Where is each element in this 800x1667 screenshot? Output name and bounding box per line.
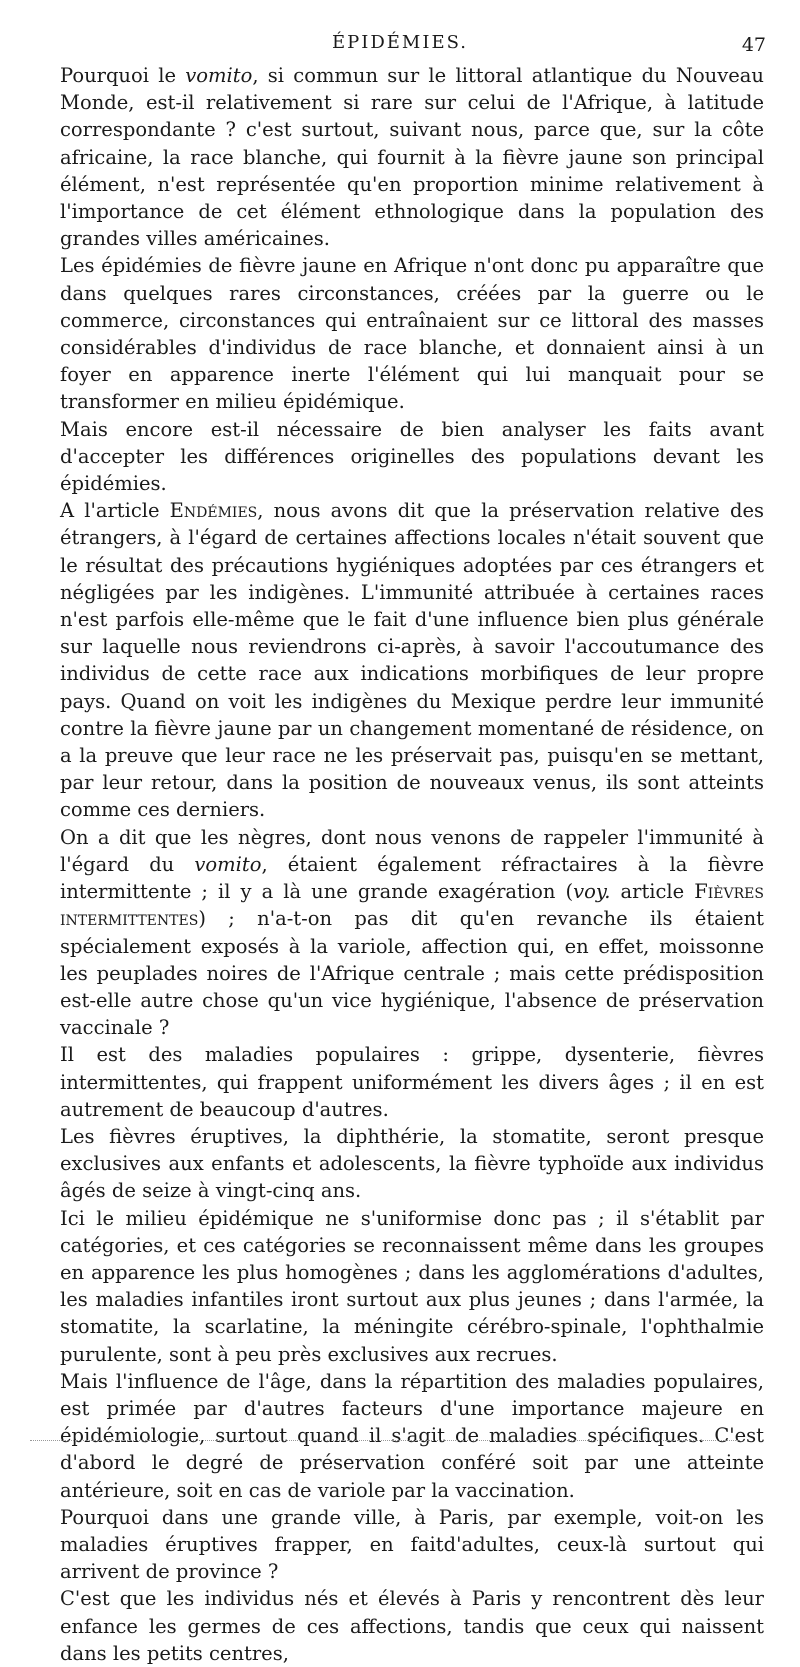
page-number: 47 (741, 34, 766, 56)
italic-term: voy. (573, 880, 611, 904)
italic-term: vomito (194, 852, 262, 876)
italic-term: vomito (185, 64, 253, 87)
paragraph-6: Il est des maladies populaires : grippe, dysenterie, fièvres intermittentes, qui frappent uniformément les divers âges ; il en est autrement de beaucoup d'autres. (60, 1043, 764, 1121)
text-run: On a dit que les nègres, dont nous venons de rappeler l'immunité à l'égard du (60, 825, 764, 876)
paragraph-11: C'est que les individus nés et élevés à Paris y rencontrent dès leur enfance les germes de ces affections, tandis que ceux qui naissent dans les petits centres, (60, 1587, 764, 1665)
page-header (0, 32, 800, 56)
paragraph-10: Pourquoi dans une grande ville, à Paris, par exemple, voit-on les maladies éruptives frapper, en faitd'adultes, ceux-là surtout qui arrivent de province ? (60, 1505, 764, 1584)
text-run: , étaient également réfractaires à la fièvre intermittente ; il y a là une grande exagération ( (60, 852, 764, 904)
paragraph-3: Mais encore est-il nécessaire de bien analyser les faits avant d'accepter les différences originelles des populations devant les épidémies. (60, 417, 764, 496)
text-run: , si commun sur le littoral atlantique du Nouveau Monde, est-il relativement si rare sur celui de l'Afrique, à latitude correspondante ? c'est surtout, suivant nous, parce que, sur la côte africaine, la race blanche, qui fournit à la fièvre jaune son principal élément, n'est représentée qu'en proportion minime relativement à l'importance de cet élément ethnologique dans la population des grandes villes américaines. (60, 64, 764, 251)
text-run: article (610, 880, 695, 904)
paragraph-8: Ici le milieu épidémique ne s'uniformise donc pas ; il s'établit par catégories, et ces catégories se reconnaissent même dans les groupes en apparence les plus homogènes ; dans les agglomérations d'adultes, les maladies infantiles iront surtout aux plus jeunes ; dans l'armée, la stomatite, la scarlatine, la méningite cérébro-spinale, l'ophthalmie purulente, sont à peu près exclusives aux recrues. (60, 1206, 764, 1366)
paragraph-2: Les épidémies de fièvre jaune en Afrique n'ont donc pu apparaître que dans quelques rares circonstances, créées par la guerre ou le commerce, circonstances qui entraînaient sur ce littoral des masses considérables d'individus de race blanche, et donnaient ainsi à un foyer en apparence inerte l'élément qui lui manquait pour se transformer en milieu épidémique. (60, 254, 764, 414)
paragraph-5 (60, 824, 764, 1042)
paragraph-9: Mais l'influence de l'âge, dans la répartition des maladies populaires, est primée par d'autres facteurs d'une importance majeure en épidémiologie, surtout quand il s'agit de maladies spécifiques. C'est d'abord le degré de préservation conféré soit par une atteinte antérieure, soit en cas de variole par la vaccination. (60, 1369, 764, 1502)
text-run: Pourquoi le (60, 64, 186, 87)
text-run: ) ; n'a-t-on pas dit qu'en revanche ils étaient spécialement exposés à la variole, affection qui, en effet, moissonne les peuplades noires de l'Afrique centrale ; mais cette prédisposition est-elle autre chose qu'un vice hygiénique, l'absence de préservation vaccinale ? (60, 907, 764, 1040)
article-reference: Endémies (169, 499, 258, 523)
footer-divider (30, 1440, 740, 1441)
running-title: ÉPIDÉMIES. (331, 32, 469, 53)
paragraph-7: Les fièvres éruptives, la diphthérie, la stomatite, seront presque exclusives aux enfants et adolescents, la fièvre typhoïde aux individus âgés de seize à vingt-cinq ans. (60, 1124, 764, 1203)
article-reference: Fièvres intermittentes (60, 880, 764, 931)
text-run: , nous avons dit que la préservation relative des étrangers, à l'égard de certaines affections locales n'était souvent que le résultat des précautions hygiéniques adoptées par ces étrangers et négligées par les indigènes. L'immunité attribuée à certaines races n'est parfois elle-même que le fait d'une influence bien plus générale sur laquelle nous reviendrons ci-après, à savoir l'accoutumance des individus de cette race aux indications morbifiques de leur propre pays. Quand on voit les indigènes du Mexique perdre leur immunité contre la fièvre jaune par un changement momentané de résidence, on a la preuve que leur race ne les préservait pas, puisqu'en se mettant, par leur retour, dans la position de nouveaux venus, ils sont atteints comme ces derniers. (60, 499, 764, 822)
paragraph-4 (60, 497, 764, 823)
body-text (60, 62, 764, 1667)
paragraph-1 (60, 62, 764, 252)
text-run: A l'article (60, 499, 170, 523)
